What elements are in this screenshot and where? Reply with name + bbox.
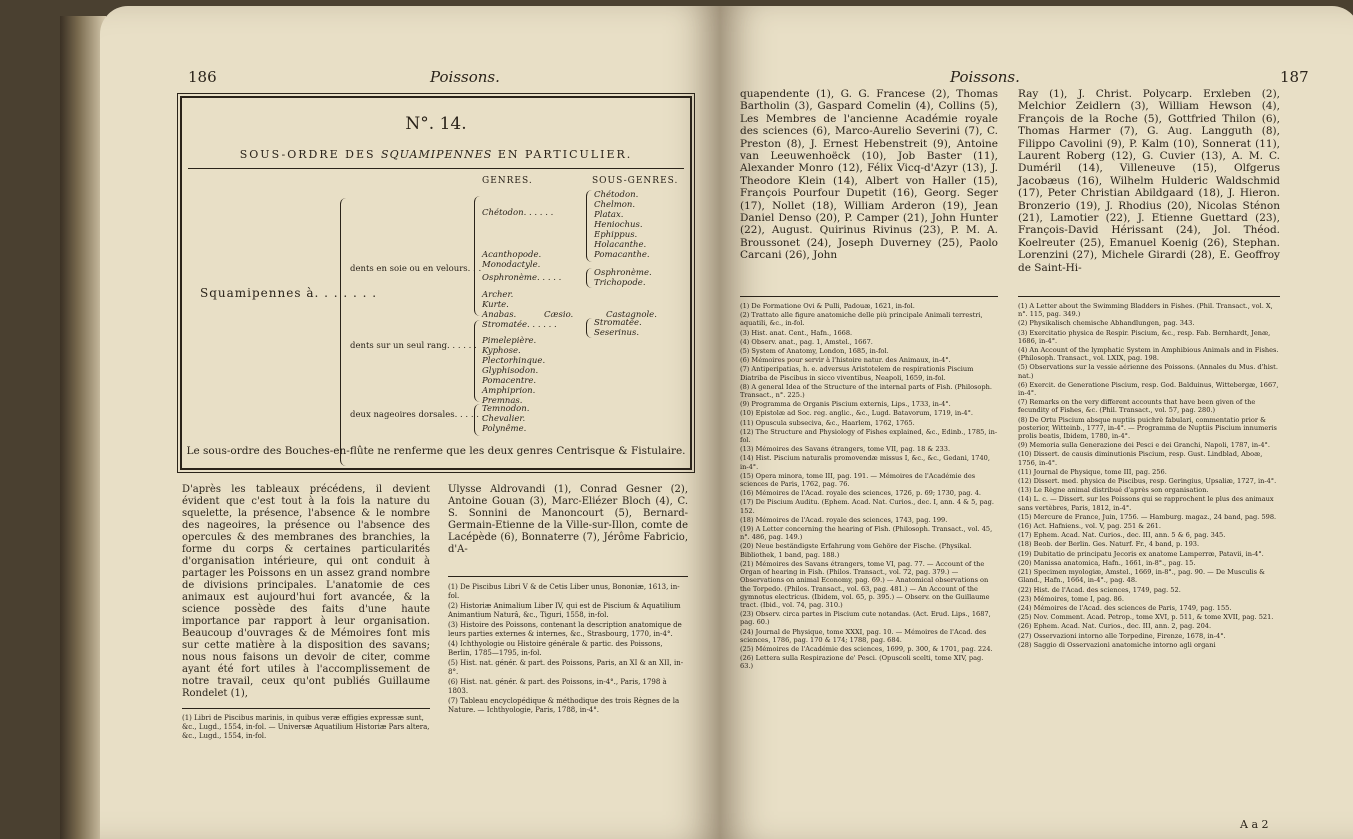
classification-table: [180, 96, 692, 470]
genre-item: Archer.: [482, 290, 514, 300]
sous-genre-item: Osphronème.: [594, 268, 652, 278]
genre-item: Osphronème. . . . .: [482, 273, 562, 283]
right-page-number: 187: [1280, 68, 1309, 86]
genre-item: Kyphose.: [482, 346, 521, 356]
sous-genre-item: Platax.: [594, 210, 624, 220]
left-body-col2: Ulysse Aldrovandi (1), Conrad Gesner (2), Antoine Gouan (3), Marc-Eliézer Bloch (4), C. S. Sonnini de Manoncourt (5), Bernard-Germain-Etienne de la Ville-sur-Illon, comte de Lacépède (6), Bonnaterre (7), Jérôme Fabricio, d'A-: [448, 484, 688, 555]
header-sous-genres: SOUS-GENRES.: [592, 176, 679, 186]
genre-item: Pomacentre.: [482, 376, 537, 386]
signature-mark: A a 2: [1240, 818, 1269, 831]
genre-item: Castagnole.: [606, 310, 657, 320]
right-body-col1: quapendente (1), G. G. Francese (2), Thomas Bartholin (3), Gaspard Comelin (4), Collins (5), Les Membres de l'ancienne Académie royale des sciences (6), Marco-Aurelio Severini (7), C. Preston (8), J. Ernest Hebenstreit (9), Antoine van Leeuwenhoëck (10), Job Baster (11), Alexander Monro (12), Félix Vicq-d'Azyr (13), J. Theodore Klein (14), Albert von Haller (15), François Pourfour Dupetit (16), Georg. Seger (17), Nollet (18), William Arderon (19), Jean Daniel Denso (20), P. Camper (21), John Hunter (22), August. Quirinus Rivinus (23), P. M. A. Broussonet (24), Joseph Duverney (25), Paolo Carcani (26), John: [740, 88, 998, 262]
left-body-col1: D'après les tableaux précédens, il devient évident que c'est tout à la fois la nature du squelette, la présence, l'absence & le nombre des nageoires, la présence ou l'absence des opercules & des membranes des branchies, la forme du corps & certaines particularités d'organisation intérieure, qui ont conduit à partager les Poissons en un assez grand nombre de divisions principales. L'anatomie de ces animaux est aujourd'hui fort avancée, & la science possède des faits d'une haute importance par rapport à leur organisation. Beaucoup d'ouvrages & de Mémoires font mis sur cette matière à la disposition des savans; nous nous faisons un devoir de citer, comme ayant été fort utiles à l'accomplissement de notre travail, ceux qu'ont publiés Guillaume Rondelet (1),: [182, 484, 430, 699]
sous-genre-item: Trichopode.: [594, 278, 646, 288]
left-page: [100, 6, 720, 839]
left-footnote-col1: (1) Libri de Piscibus marinis, in quibus veræ effigies expressæ sunt, &c., Lugd., 1554, in-fol. — Universæ Aquatilium Historiæ Pars altera, &c., Lugd., 1554, in-fol.: [182, 714, 430, 740]
genres-brace-3: [474, 404, 480, 436]
sous-genre-item: Seserinus.: [594, 328, 640, 338]
sous-genre-item: Heniochus.: [594, 220, 643, 230]
genre-item: Monodactyle.: [482, 260, 541, 270]
branch-label-2: dents sur un seul rang. . . . . .: [350, 341, 477, 351]
branch-label-3: deux nageoires dorsales. . . . . .: [350, 410, 485, 420]
sous-genre-item: Ephippus.: [594, 230, 638, 240]
genre-item: Kurte.: [482, 300, 509, 310]
right-running-title: Poissons.: [950, 68, 1020, 86]
genre-item: Stromatée. . . . . .: [482, 320, 557, 330]
sous-genre-item: Chelmon.: [594, 200, 636, 210]
root-label: Squamipennes à. . . . . . .: [200, 286, 378, 300]
genre-item: Pimelepière.: [482, 336, 537, 346]
book-spread: [60, 6, 1353, 839]
header-genres: GENRES.: [482, 176, 533, 186]
genre-item: Polynême.: [482, 424, 527, 434]
right-page: [720, 6, 1353, 839]
genre-item: Chétodon. . . . . .: [482, 208, 554, 218]
sous-genre-item: Pomacanthe.: [594, 250, 650, 260]
footnote-rule: [1018, 296, 1280, 297]
sous-genres-brace-2: [586, 268, 592, 288]
sous-genres-brace-1: [586, 190, 592, 262]
sous-genre-item: Holacanthe.: [594, 240, 647, 250]
right-footnote-col2: (1) A Letter about the Swimming Bladders in Fishes. (Phil. Transact., vol. X, n°. 115, pag. 349.) (2) Physikalisch chemische Abhandlungen, pag. 343. (3) Exercitatio physica de Respir. Piscium, &c., resp. Fab. Bernhardt, Jenæ, 1686, in-4°. (4) An Account of the lymphatic System in Amphibious Animals and in Fishes. (Philosoph. Transact., vol. LXIX, pag. 198. (5) Observations sur la vessie aérienne des Poissons. (Annales du Mus. d'hist. nat.) (6) Exercit. de Generatione Piscium, resp. God. Balduinus, Wittebergæ, 1667, in-4°. (7) Remarks on the very different accounts that have been given of the fecundity of Fishes, &c. (Phil. Transact., vol. 57, pag. 280.) (8) De Ortu Piscium absque nuptiis puichrè fabulari, commentatio prior & posterior, Witteinb., 1777, in-4°. — Programma de Nuptiis Piscium innumeris prolis beatis, Ibidem, 1780, in-4°. (9) Memoria sulla Generazione dei Pesci e dei Granchi, Napoli, 1787, in-4°. (10) Dissert. de causis diminutionis Piscium, resp. Gust. Lindblad, Aboæ, 1756, in-4°. (11) Journal de Physique, tome III, pag. 256. (12) Dissert. med. physica de Piscibus, resp. Geringius, Upsaliæ, 1727, in-4°. (13) Le Règne animal distribué d'après son organisation. (14) L. c. — Dissert. sur les Poissons qui se rapprochent le plus des animaux sans vertèbres, Paris, 1812, in-4°. (15) Mercure de France, Juin, 1756. — Hamburg. magaz., 24 band, pag. 598. (16) Act. Hafniens., vol. V, pag. 251 & 261. (17) Ephem. Acad. Nat. Curios., dec. III, ann. 5 & 6, pag. 345. (18) Beob. der Berlin. Ges. Naturf. Fr., 4 band, p. 193. (19) Dubitatio de principatu Jecoris ex anatome Lamperræ, Patavii, in-4°. (20) Manissa anatomica, Hafn., 1661, in-8°., pag. 15. (21) Specimen myologiæ, Amstel., 1669, in-8°., pag. 90. — De Musculis & Gland., Hafn., 1664, in-4°., pag. 48. (22) Hist. de l'Acad. des sciences, 1749, pag. 52. (23) Mémoires, tome I, pag. 86. (24) Mémoires de l'Acad. des sciences de Paris, 1749, pag. 155. (25) Nov. Comment. Acad. Petrop., tome XVI, p. 511, & tome XVII, pag. 521. (26) Ephem. Acad. Nat. Curios., dec. III, ann. 2, pag. 204. (27) Osservazioni intorno alle Torpedine, Firenze, 1678, in-4°. (28) Saggio di Osservazioni anatomiche intorno agli organi: [1018, 302, 1279, 649]
left-running-title: Poissons.: [430, 68, 500, 86]
genre-item: Plectorhinque.: [482, 356, 546, 366]
table-footer-note: Le sous-ordre des Bouches-en-flûte ne renferme que les deux genres Centrisque & Fistulaire.: [186, 445, 686, 457]
genre-item: Amphiprion.: [482, 386, 536, 396]
genre-item: Acanthopode.: [482, 250, 542, 260]
genre-item: Temnodon.: [482, 404, 530, 414]
table-rule: [188, 168, 684, 169]
sous-genres-brace-3: [586, 318, 592, 338]
left-footnote-col2: (1) De Piscibus Libri V & de Cetis Liber unus, Bononiæ, 1613, in-fol. (2) Historiæ Animalium Liber IV, qui est de Piscium & Aquatilium Animantium Naturâ, &c., Tiguri, 1558, in-fol. (3) Histoire des Poissons, contenant la description anatomique de leurs parties externes & internes, &c., Strasbourg, 1770, in-4°. (4) Ichthyologie ou Histoire générale & partic. des Poissons, Berlin, 1785—1795, in-fol. (5) Hist. nat. génér. & part. des Poissons, Paris, an XI & an XII, in-8°. (6) Hist. nat. génér. & part. des Poissons, in-4°., Paris, 1798 à 1803. (7) Tableau encyclopédique & méthodique des trois Règnes de la Nature. — Ichthyologie, Paris, 1788, in-4°.: [448, 583, 684, 714]
genre-item: Cæsio.: [544, 310, 574, 320]
footnote-rule: [182, 708, 430, 709]
genre-item: Glyphisodon.: [482, 366, 539, 376]
sous-genre-item: Stromatée.: [594, 318, 642, 328]
genre-item: Premnas.: [482, 396, 523, 406]
table-subtitle: SOUS-ORDRE DES SQUAMIPENNES EN PARTICULIER.: [239, 148, 633, 161]
sous-genre-item: Chétodon.: [594, 190, 639, 200]
genres-brace-2: [474, 320, 480, 402]
footnote-rule: [740, 296, 998, 297]
root-brace: [340, 198, 347, 466]
footnote-rule: [448, 576, 688, 577]
genre-item: Anabas.: [482, 310, 517, 320]
branch-label-1: dents en soie ou en velours. . .: [350, 264, 482, 274]
genres-brace-1: [474, 196, 480, 316]
right-footnote-col1: (1) De Formatione Ovi & Pulli, Padouæ, 1621, in-fol. (2) Trattato alle figure anatomiche delle più principale Animali terrestri, aquatili, &c., in-fol. (3) Hist. anat. Cent., Hafn., 1668. (4) Observ. anat., pag. 1, Amstel., 1667. (5) System of Anatomy, London, 1685, in-fol. (6) Mémoires pour servir à l'histoire natur. des Animaux, in-4°. (7) Antiperipatias, h. e. adversus Aristotelem de respirationis Piscium Diatriba de Piscibus in sicco viventibus, Neapoli, 1659, in-fol. (8) A general Idea of the Structure of the internal parts of Fish. (Philosoph. Transact., n°. 225.) (9) Programma de Organis Piscium externis, Lips., 1733, in-4°. (10) Epistolæ ad Soc. reg. anglic., &c., Lugd. Batavorum, 1719, in-4°. (11) Opuscula subseciva, &c., Haarlem, 1762, 1765. (12) The Structure and Physiology of Fishes explained, &c., Edinb., 1785, in-fol. (13) Mémoires des Savans étrangers, tome VII, pag. 18 & 233. (14) Hist. Piscium naturalis promovendæ missus I, &c., &c., Gedani, 1740, in-4°. (15) Opera minora, tome III, pag. 191. — Mémoires de l'Académie des sciences de Paris, 1762, pag. 76. (16) Mémoires de l'Acad. royale des sciences, 1726, p. 69; 1730, pag. 4. (17) De Piscium Auditu. (Ephem. Acad. Nat. Curios., dec. I, ann. 4 & 5, pag. 152. (18) Mémoires de l'Acad. royale des sciences, 1743, pag. 199. (19) A Letter concerning the hearing of Fish. (Philosoph. Transact., vol. 45, n°. 486, pag. 149.) (20) Neue beständigste Erfahrung vom Gehöre der Fische. (Physikal. Bibliothek, 1 band, pag. 188.) (21) Mémoires des Savans étrangers, tome VI, pag. 77. — Account of the Organ of hearing in Fish. (Philos. Transact., vol. 72, pag. 379.) — Observations on animal Economy, pag. 69.) — Anatomical observations on the Torpedo. (Philos. Transact., vol. 63, pag. 481.) — An Account of the gymnotus electricus. (Ibidem, vol. 65, p. 395.) — Observ. on the Guillaume tract. (Ibid., vol. 74, pag. 310.) (23) Observ. circa partes in Piscium cute notandas. (Act. Erud. Lips., 1687, pag. 60.) (24) Journal de Physique, tome XXXI, pag. 10. — Mémoires de l'Acad. des sciences, 1786, pag. 170 & 174; 1788, pag. 684. (25) Mémoires de l'Académie des sciences, 1699, p. 300, & 1701, pag. 224. (26) Lettera sulla Respirazione de' Pesci. (Opuscoli scelti, tome XIV, pag. 63.): [740, 302, 998, 671]
table-number: N°. 14.: [405, 114, 467, 134]
genre-item: Chevalier.: [482, 414, 526, 424]
left-page-number: 186: [188, 68, 217, 86]
right-body-col2: Ray (1), J. Christ. Polycarp. Erxleben (2), Melchior Zeidlern (3), William Hewson (4), François de la Roche (5), Gottfried Thilon (6), Thomas Harmer (7), G. Aug. Langguth (8), Filippo Cavolini (9), P. Kalm (10), Sonnerat (11), Laurent Roberg (12), G. Cuvier (13), A. M. C. Duméril (14), Villeneuve (15), Olfgerus Jacobæus (16), Wilhelm Hulderic Waldschmid (17), Peter Christian Abildgaard (18), J. Hieron. Bronzerio (19), J. Rhodius (20), Nicolas Sténon (21), Lamotier (22), J. Etienne Guettard (23), François-David Hérissant (24), Jol. Théod. Koelreuter (25), Emanuel Koenig (26), Stephan. Lorenzini (27), Michele Girardi (28), E. Geoffroy de Saint-Hi-: [1018, 88, 1280, 274]
